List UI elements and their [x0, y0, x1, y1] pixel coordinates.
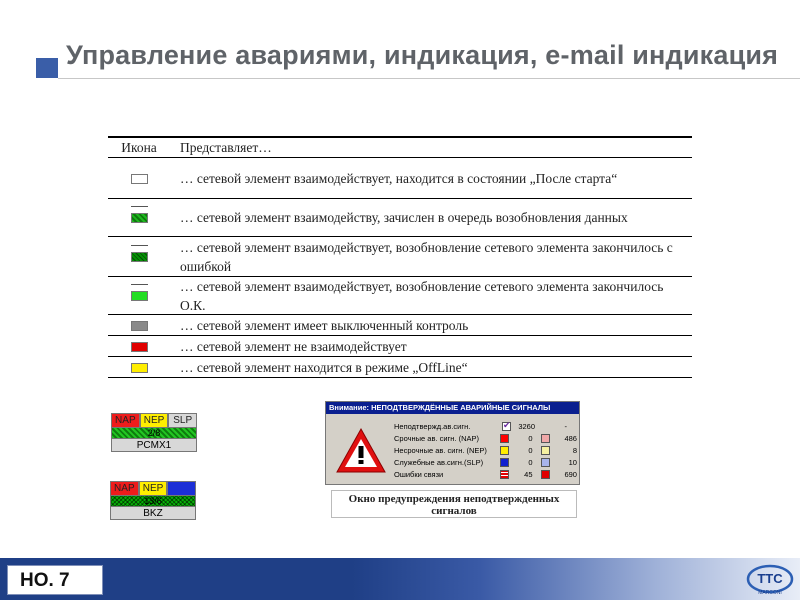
element-name: BKZ [110, 507, 196, 520]
status-panel-pcmx1[interactable] [111, 413, 197, 452]
alarm-dialog [325, 401, 580, 485]
table-row [108, 237, 692, 277]
status-bar: 2/8 [111, 428, 197, 439]
row-description: … сетевой элемент взаимодействует, находится в состоянии „После старта“ [180, 170, 618, 186]
icon-legend-table [108, 136, 692, 378]
red-square-icon [500, 434, 509, 443]
company-logo [744, 563, 796, 597]
table-row [108, 199, 692, 237]
light-yellow-square-icon [541, 446, 550, 455]
slp-tag: SLP [168, 413, 197, 428]
row-description: … сетевой элемент имеет выключенный контроль [180, 317, 469, 333]
slp-tag [167, 481, 196, 496]
dialog-caption: Окно предупреждения неподтвержденных сигналов [331, 490, 577, 518]
alarm-row: Несрочные ав. сигн. (NEP) 0 8 [394, 445, 577, 455]
footer-band [0, 558, 800, 600]
pink-square-icon [541, 434, 550, 443]
alarm-row: Срочные ав. сигн. (NAP) 0 486 [394, 433, 577, 443]
dialog-title: Внимание: НЕПОДТВЕРЖДЁННЫЕ АВАРИЙНЫЕ СИГНАЛЫ [326, 402, 579, 414]
nep-tag: NEP [140, 413, 169, 428]
warning-icon [334, 426, 388, 476]
row-description: … сетевой элемент взаимодейству, зачислен в очередь возобновления данных [180, 210, 628, 225]
status-panel-bkz[interactable] [110, 481, 196, 520]
row-description: … сетевой элемент взаимодействует, возобновление сетевого элемента закончилось с ошибкой [180, 239, 673, 274]
logo-text: TTC [757, 571, 783, 586]
logo-subtext: MARCONI [758, 590, 782, 596]
table-header-row [108, 138, 692, 158]
alarm-row: Неподтвержд.ав.сигн. ✔ 3260 - [394, 420, 577, 432]
cross-hatched-green-icon [131, 252, 148, 262]
table-row [108, 336, 692, 357]
blue-square-icon [500, 458, 509, 467]
striped-red-icon [500, 470, 509, 479]
alarm-row: Служебные ав.сигн.(SLP) 0 10 [394, 457, 577, 467]
header-icon: Икона [121, 139, 157, 155]
title-divider [58, 78, 800, 79]
red-box-icon [131, 342, 148, 352]
gray-box-icon [131, 321, 148, 331]
nep-tag: NEP [139, 481, 168, 496]
table-row [108, 315, 692, 336]
yellow-box-icon [131, 363, 148, 373]
page-number: НО. 7 [7, 565, 103, 595]
white-box-icon [131, 174, 148, 184]
table-row [108, 357, 692, 378]
red-square-icon [541, 470, 550, 479]
yellow-square-icon [500, 446, 509, 455]
light-blue-square-icon [541, 458, 550, 467]
nap-tag: NAP [110, 481, 139, 496]
checkmark-icon [502, 422, 511, 431]
table-row [108, 277, 692, 315]
row-description: … сетевой элемент взаимодействует, возобновление сетевого элемента закончилось О.К. [180, 278, 664, 313]
nap-tag: NAP [111, 413, 140, 428]
header-represents: Представляет… [180, 139, 272, 155]
row-description: … сетевой элемент не взаимодействует [180, 338, 407, 354]
page-title: Управление авариями, индикация, e-mail индикация [66, 40, 779, 70]
row-description: … сетевой элемент находится в режиме „OffLine“ [180, 359, 468, 375]
status-bar: 13/6 [110, 496, 196, 507]
green-box-icon [131, 291, 148, 301]
table-row [108, 158, 692, 199]
hatched-green-icon [131, 213, 148, 223]
element-name: PCMX1 [111, 439, 197, 452]
alarm-row: Ошибки связи 45 690 [394, 469, 577, 479]
title-bullet [36, 58, 58, 78]
